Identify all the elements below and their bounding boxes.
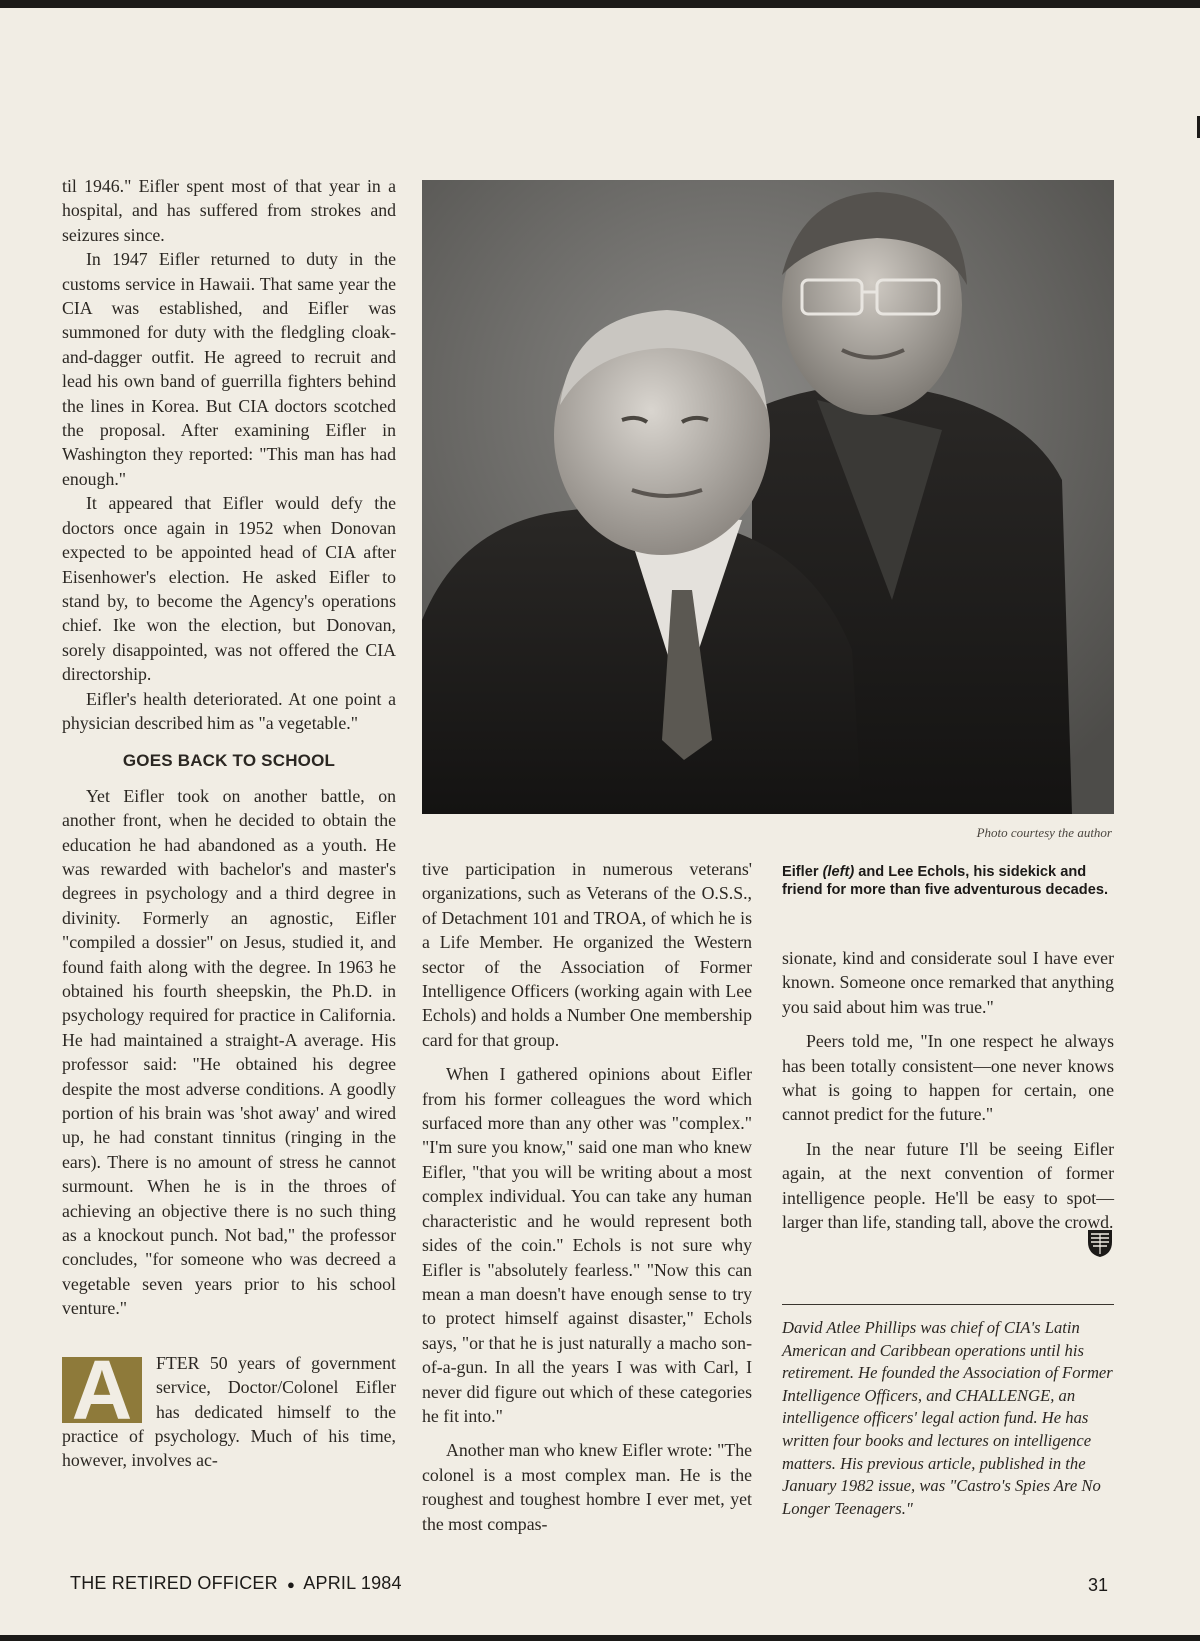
- magazine-title: THE RETIRED OFFICER: [70, 1573, 278, 1593]
- paragraph: til 1946." Eifler spent most of that year in a hospital, and has suffered from strokes and seizures since.: [62, 176, 396, 245]
- photo-caption: [782, 864, 1114, 899]
- paragraph: Eifler's health deteriorated. At one point a physician described him as "a vegetable.": [62, 688, 396, 733]
- caption-position: (left): [822, 864, 855, 880]
- paragraph: In the near future I'll be seeing Eifler again, at the next convention of former intelligence people. He'll be easy to spot—larger than life, standing tall, above the crowd.: [782, 1138, 1114, 1233]
- bottom-border: [0, 1635, 1200, 1641]
- bio-divider: [782, 1304, 1114, 1305]
- paragraph: sionate, kind and considerate soul I have ever known. Someone once remarked that anything you said about him was true.": [782, 948, 1114, 1017]
- issue-date: APRIL 1984: [303, 1573, 402, 1593]
- paragraph: Peers told me, "In one respect he always has been totally consistent—one never knows what is going to happen for certain, one cannot predict for the future.": [782, 1031, 1114, 1125]
- paragraph: Yet Eifler took on another battle, on another front, when he decided to obtain the education he had abandoned as a youth. He was rewarded with bachelor's and master's degrees in psychology and a third degree in divinity. Formerly an agnostic, Eifler "compiled a dossier" on Jesus, studied it, and found faith along with the degree. In 1963 he obtained his fourth sheepskin, the Ph.D. in psychology required for practice in California. He had maintained a straight-A average. His professor said: "He obtained his degree despite the most adverse conditions. A goodly portion of his brain was 'shot away' and wired up, he had constant tinnitus (ringing in the ears). There is no amount of stress he cannot surmount. When he is in the throes of achieving an objective there is no such thing as a knockout punch. Not bad," the professor concludes, "for someone who was decreed a vegetable seven years prior to his school venture.": [62, 785, 396, 1319]
- author-bio: David Atlee Phillips was chief of CIA's Latin American and Caribbean operations until his retirement. He founded the Association of Former Intelligence Officers, and CHALLENGE, an intelligence officers' legal action fund. He has written four books and lectures on intelligence matters. His previous article, published in the January 1982 issue, was "Castro's Spies Are No Longer Teenagers.": [782, 1318, 1113, 1518]
- article-column-2: [422, 857, 752, 1536]
- running-footer: [70, 1573, 402, 1594]
- paragraph: Another man who knew Eifler wrote: "The colonel is a most complex man. He is the roughest and toughest hombre I ever met, yet the most compas-: [422, 1440, 752, 1534]
- top-border: [0, 0, 1200, 8]
- article-column-3: [782, 946, 1114, 1265]
- paragraph: tive participation in numerous veterans' organizations, such as Veterans of the O.S.S., of Detachment 101 and TROA, of which he is a Life Member. He organized the Western sector of the Association of Former Intelligence Officers (working again with Lee Echols) and holds a Number One membership card for that group.: [422, 859, 752, 1050]
- photo-illustration: [422, 180, 1114, 814]
- caption-text: and Lee Echols, his sidekick and friend for more than five adventurous decades.: [782, 864, 1109, 898]
- paragraph: In 1947 Eifler returned to duty in the customs service in Hawaii. That same year the CIA was established, and Eifler was summoned for duty with the fledgling cloak-and-dagger outfit. He agreed to recruit and lead his own band of guerrilla fighters behind the lines in Korea. But CIA doctors scotched the proposal. After examining Eifler in Washington they reported: "This man has had enough.": [62, 249, 396, 489]
- bullet-separator: ●: [287, 1577, 296, 1592]
- article-column-1: [62, 174, 396, 1473]
- page-number: 31: [1087, 1575, 1108, 1595]
- dropcap-letter: A: [62, 1357, 142, 1423]
- paragraph: When I gathered opinions about Eifler from his former colleagues the word which surfaced more than any other was "complex." "I'm sure you know," said one man who knew Eifler, "that you will be writing about a most complex individual. You can take any human characteristic and he would represent both sides of the coin." Echols is not sure why Eifler is "absolutely fearless." "Now this can mean a man doesn't have enough sense to try to protect himself against disaster," Echols says, "or that he is just naturally a macho son-of-a-gun. In all the years I was with Carl, I never did figure out which of these categories he fit into.": [422, 1064, 752, 1426]
- paragraph: FTER 50 years of government service, Doctor/Colonel Eifler has dedicated himself to the practice of psychology. Much of his time, however, involves ac-: [62, 1352, 396, 1471]
- portrait-photo: [422, 180, 1114, 814]
- section-subhead: GOES BACK TO SCHOOL: [122, 751, 336, 771]
- paragraph: It appeared that Eifler would defy the doctors once again in 1952 when Donovan expected to be appointed head of CIA after Eisenhower's election. He asked Eifler to stand by, to become the Agency's operations chief. Ike won the election, but Donovan, sorely disappointed, was not offered the CIA directorship.: [62, 493, 396, 685]
- dropcap-paragraph-block: [62, 1342, 396, 1473]
- photo-credit: Photo courtesy the author: [976, 825, 1112, 840]
- caption-name: Eifler: [782, 864, 819, 880]
